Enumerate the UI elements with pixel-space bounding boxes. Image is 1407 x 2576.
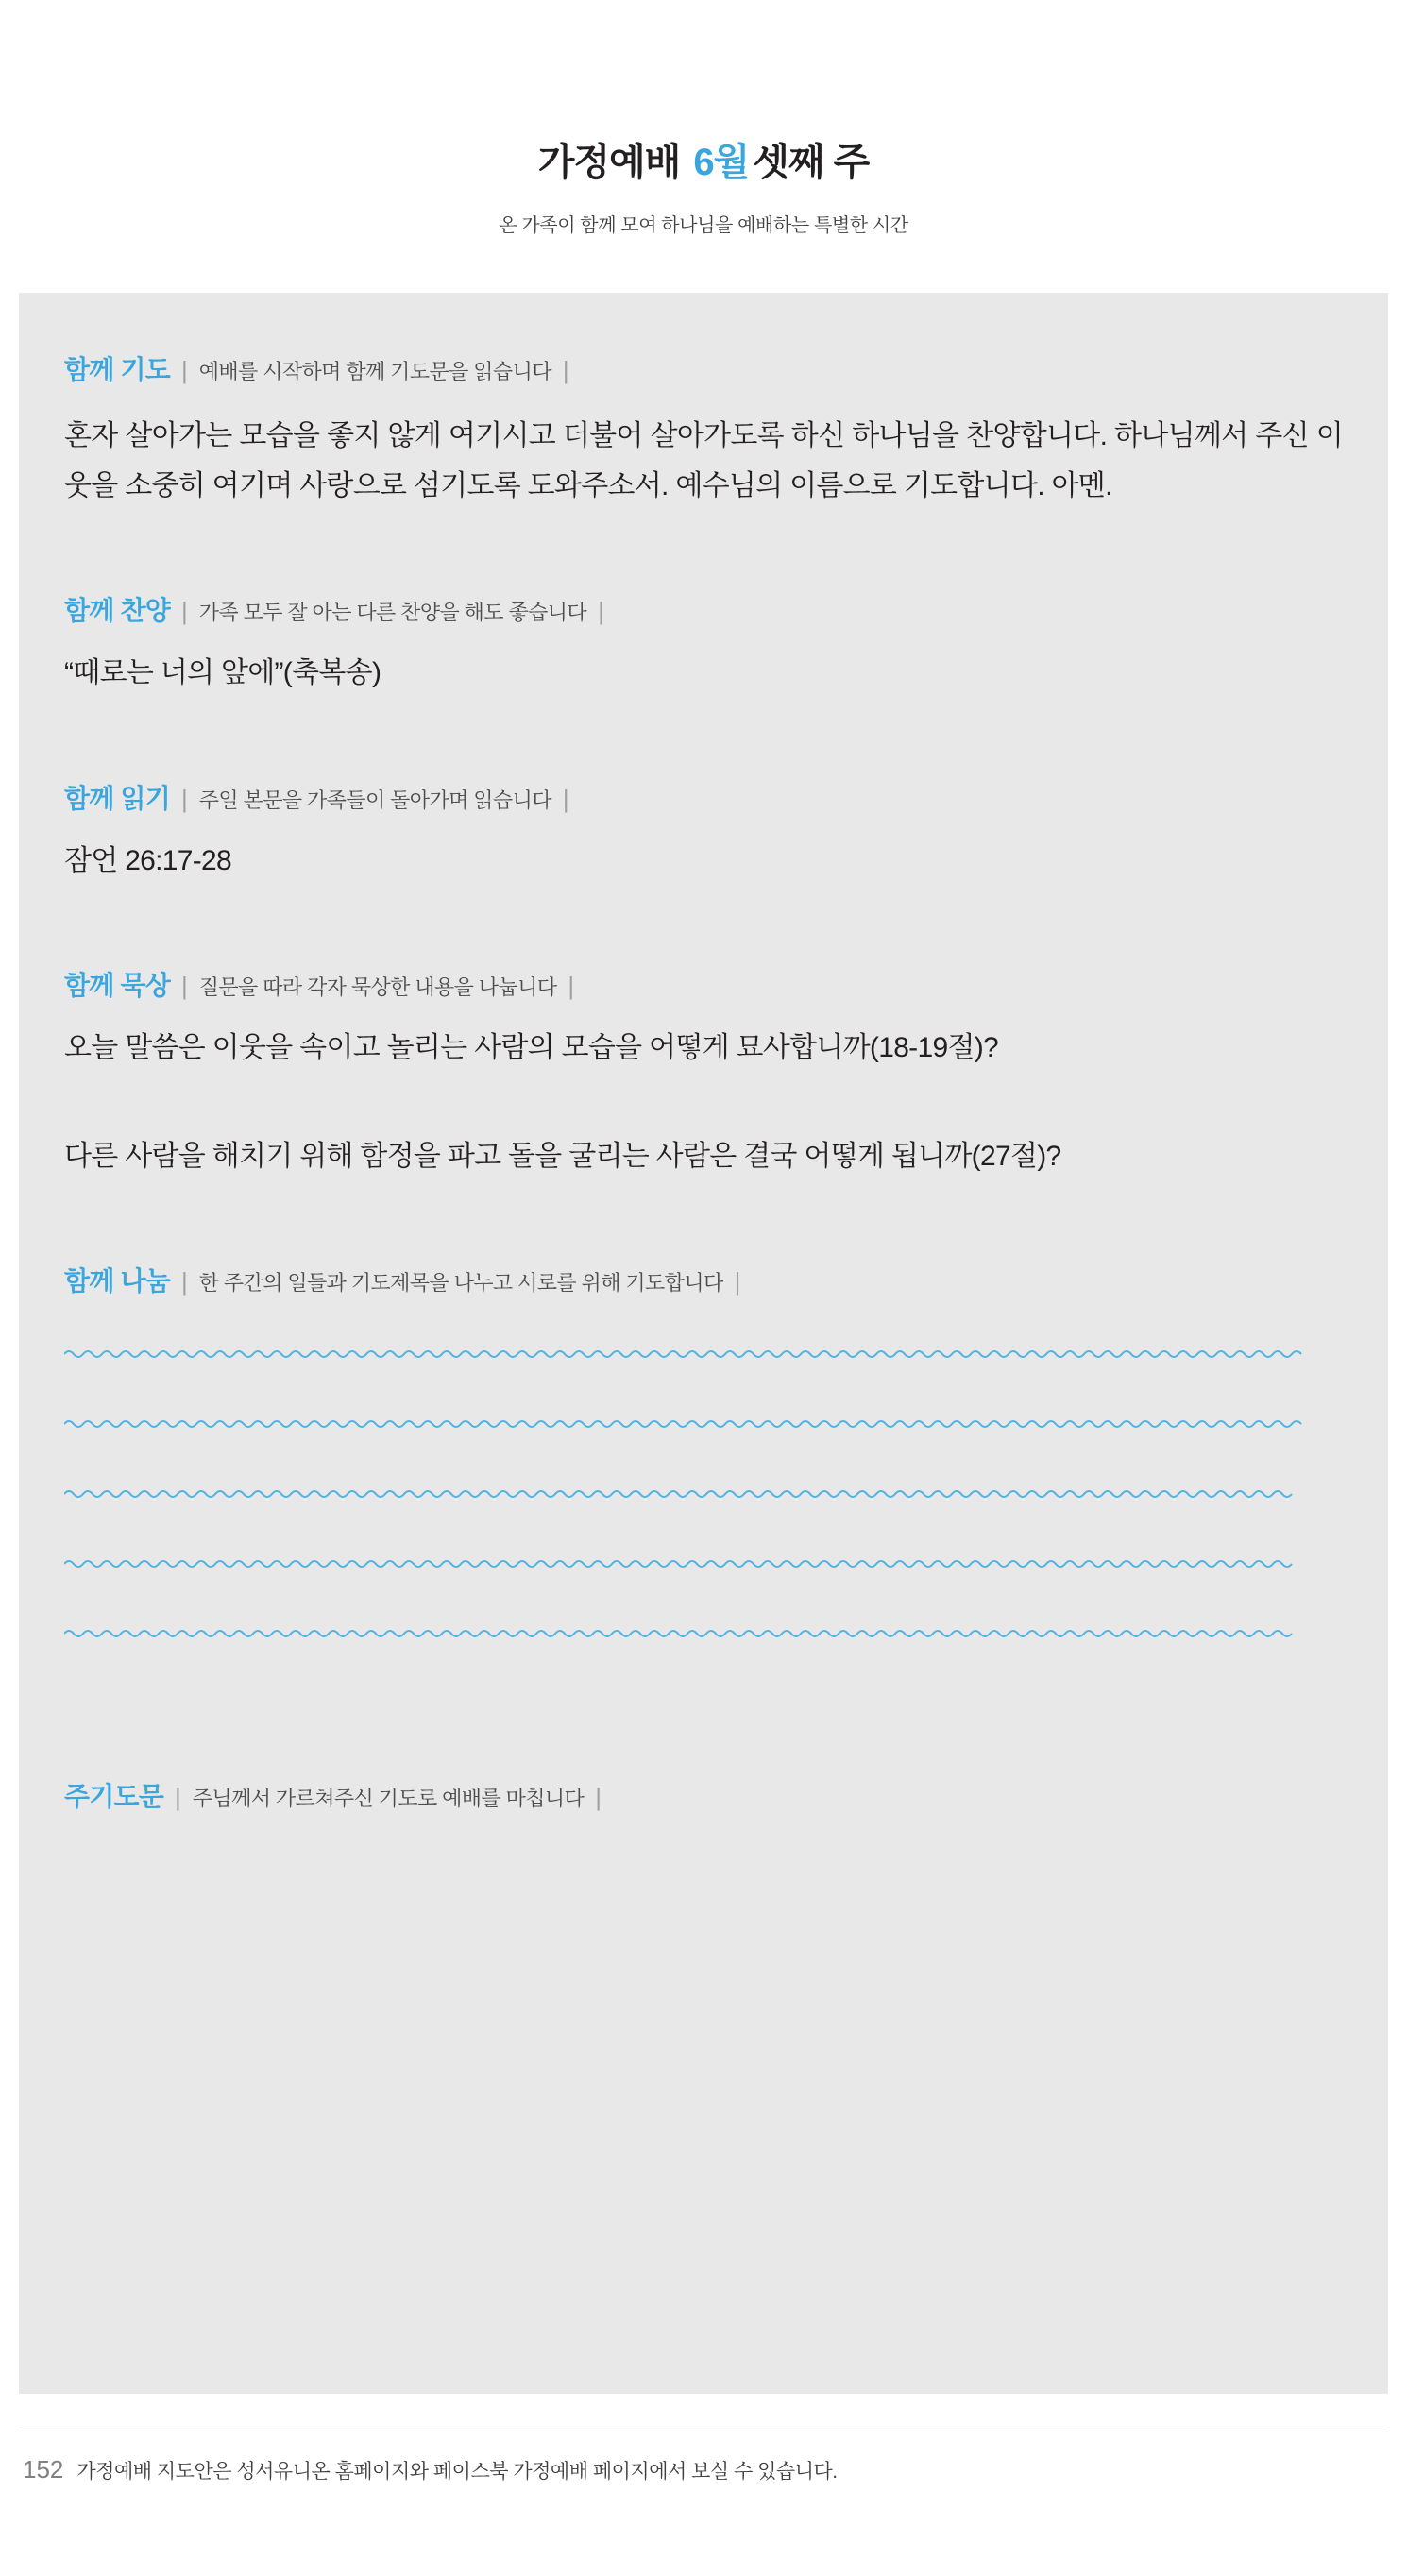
section-praise bbox=[64, 590, 1343, 699]
divider-bar-icon: | bbox=[734, 1267, 741, 1296]
divider-bar-icon: | bbox=[180, 597, 188, 625]
page-header bbox=[0, 0, 1407, 237]
section-sharing-desc: 한 주간의 일들과 기도제목을 나누고 서로를 위해 기도합니다 bbox=[198, 1271, 723, 1295]
spacer bbox=[64, 1181, 1343, 1261]
title-month: 6월 bbox=[693, 142, 750, 183]
page-subtitle: 온 가족이 함께 모여 하나님을 예배하는 특별한 시간 bbox=[499, 215, 908, 236]
write-line[interactable] bbox=[64, 1627, 1343, 1697]
divider-bar-icon: | bbox=[180, 972, 188, 1000]
write-line[interactable] bbox=[64, 1347, 1343, 1417]
divider-bar-icon: | bbox=[595, 1783, 602, 1811]
meditation-question-2: 다른 사람을 해치기 위해 함정을 파고 돌을 굴리는 사람은 결국 어떻게 됩니까(27절)? bbox=[64, 1140, 1061, 1172]
write-line[interactable] bbox=[64, 1487, 1343, 1557]
spacer bbox=[64, 886, 1343, 965]
section-meditation bbox=[64, 965, 1343, 1181]
page-title bbox=[0, 140, 1407, 185]
divider-bar-icon: | bbox=[180, 784, 188, 813]
section-reading-desc: 주일 본문을 가족들이 돌아가며 읽습니다 bbox=[198, 788, 551, 812]
section-meditation-head bbox=[64, 965, 1343, 1003]
divider-bar-icon: | bbox=[562, 356, 569, 384]
section-lords-prayer-desc: 주님께서 가르쳐주신 기도로 예배를 마칩니다 bbox=[192, 1787, 585, 1810]
divider-bar-icon: | bbox=[568, 972, 575, 1000]
write-line[interactable] bbox=[64, 1417, 1343, 1487]
section-prayer-desc: 예배를 시작하며 함께 기도문을 읽습니다 bbox=[198, 360, 551, 383]
sharing-write-lines[interactable] bbox=[64, 1347, 1343, 1697]
section-reading-head bbox=[64, 778, 1343, 816]
spacer bbox=[64, 699, 1343, 778]
section-prayer-label: 함께 기도 bbox=[64, 355, 170, 384]
section-reading bbox=[64, 778, 1343, 887]
section-lords-prayer-label: 주기도문 bbox=[64, 1782, 163, 1811]
section-reading-label: 함께 읽기 bbox=[64, 783, 170, 813]
section-meditation-label: 함께 묵상 bbox=[64, 971, 170, 1000]
worship-content-panel bbox=[19, 293, 1388, 2394]
section-prayer bbox=[64, 349, 1343, 511]
page-footer bbox=[0, 2455, 1407, 2484]
divider-bar-icon: | bbox=[562, 784, 569, 813]
section-sharing-label: 함께 나눔 bbox=[64, 1266, 170, 1296]
section-meditation-desc: 질문을 따라 각자 묵상한 내용을 나눕니다 bbox=[198, 975, 557, 999]
title-main: 가정예배 bbox=[537, 142, 681, 183]
page-number: 152 bbox=[23, 2455, 64, 2483]
section-prayer-body: 혼자 살아가는 모습을 좋지 않게 여기시고 더불어 살아가도록 하신 하나님을 찬양합니다. 하나님께서 주신 이웃을 소중히 여기며 사랑으로 섬기도록 도와주소서. 예수님의 이름으로 기도합니다. 아멘. bbox=[64, 420, 1343, 501]
divider-bar-icon: | bbox=[180, 356, 188, 384]
section-praise-head bbox=[64, 590, 1343, 628]
section-reading-body: 잠언 26:17-28 bbox=[64, 844, 232, 876]
write-line[interactable] bbox=[64, 1557, 1343, 1627]
section-praise-desc: 가족 모두 잘 아는 다른 찬양을 해도 좋습니다 bbox=[198, 601, 587, 624]
spacer bbox=[64, 511, 1343, 590]
section-sharing bbox=[64, 1261, 1343, 1697]
section-prayer-head bbox=[64, 349, 1343, 387]
footer-note: 가정예배 지도안은 성서유니온 홈페이지와 페이스북 가정예배 페이지에서 보실 수 있습니다. bbox=[76, 2461, 838, 2483]
meditation-question-1: 오늘 말씀은 이웃을 속이고 놀리는 사람의 모습을 어떻게 묘사합니까(18-19절)? bbox=[64, 1032, 998, 1063]
spacer bbox=[64, 1074, 1343, 1132]
divider-bar-icon: | bbox=[180, 1267, 188, 1296]
section-lords-prayer bbox=[64, 1776, 1343, 1814]
section-praise-label: 함께 찬양 bbox=[64, 596, 170, 625]
divider-bar-icon: | bbox=[598, 597, 604, 625]
section-sharing-head bbox=[64, 1261, 1343, 1298]
section-praise-body: “때로는 너의 앞에”(축복송) bbox=[64, 657, 381, 688]
section-lords-prayer-head bbox=[64, 1776, 1343, 1814]
title-week: 셋째 주 bbox=[753, 142, 870, 183]
divider-bar-icon: | bbox=[175, 1783, 181, 1811]
spacer bbox=[64, 1697, 1343, 1776]
